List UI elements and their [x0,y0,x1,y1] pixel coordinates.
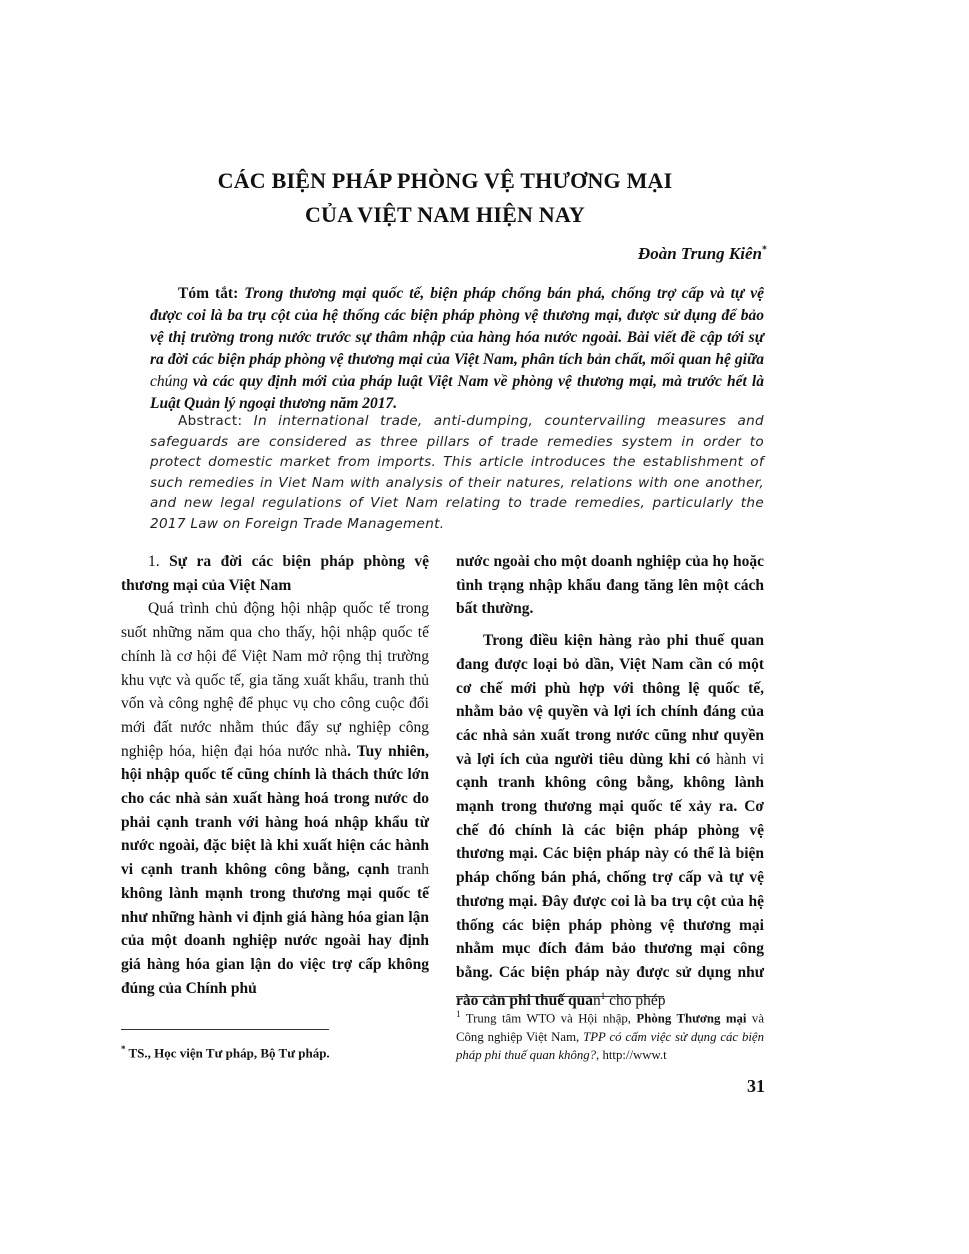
left-paragraph-1 [121,597,429,1000]
footnote-1-text-d: TPP có cấm việc sử dụng các biện pháp phi thuế quan không? [456,1029,764,1063]
abstract-en-text: In international trade, anti-dumping, countervailing measures and safeguards are considered as three pillars of trade remedies system in order to protect domestic market from imports. This article introduces the establishment of such remedies in Viet Nam with analysis of their natures, relations with one another, and new legal regulations of Viet Nam relating to trade remedies, particularly the 2017 Law on Foreign Trade Management. [150,413,764,532]
left-p1-dropcap: Q [148,600,160,618]
left-column [121,550,429,1000]
footnote-1-text-a: Trung tâm WTO và Hội nhập, [460,1011,637,1026]
abstract-vn-text-a: Trong thương mại quốc tế, biện pháp chống bán phá, chống trợ cấp và tự vệ được coi là ba trụ cột của hệ thống các biện pháp phòng vệ thương mại, được sử dụng để bảo vệ thị trường trong nước trước sự thâm nhập của hàng hóa nước ngoài. Bài viết đề cập tới sự ra đời các biện pháp phòng vệ thương mại của Việt Nam, phân tích bản chất, mối quan hệ giữa [150,285,764,368]
page-number: 31 [747,1076,765,1096]
abstract-english [150,411,764,534]
left-p1-e: không lành mạnh trong thương mại quốc tế như những hành vi định giá hàng hóa gian lận của một doanh nghiệp nước ngoài hay định giá hàng hóa gian lận do việc trợ cấp không đúng của Chính phủ [121,884,429,997]
right-p2-b: hành vi [716,750,765,768]
section-heading-number: 1. [148,553,170,570]
footnote-author-text: TS., Học viện Tư pháp, Bộ Tư pháp. [125,1045,330,1061]
right-column [456,550,764,1013]
abstract-vn-text-c: và các quy định mới của pháp luật Việt Nam về phòng vệ thương mại, mà trước hết là Luật Quản lý ngoại thương năm 2017. [150,373,764,412]
title-line-2: CỦA VIỆT NAM HIỆN NAY [304,202,586,227]
left-p1-a: uá trình chủ động hội nhập quốc tế trong suốt những năm qua cho thấy, hội nhập quốc tế chính là cơ hội để Việt Nam mở rộng thị trường khu vực và quốc tế, gia tăng xuất khẩu, tranh thủ vốn và công nghệ để phục vụ cho công cuộc đổi mới đất nước nhằm thúc đẩy sự nghiệp công nghiệp hóa, hiện đại hóa nước [121,600,429,760]
section-heading [121,550,429,597]
footnote-1 [456,1005,764,1065]
abstract-vn-text-b: chúng [150,373,188,390]
author-footnote-mark: * [762,244,767,256]
footnote-1-mark: 1 [456,1009,461,1019]
right-paragraph-2 [456,629,764,1012]
footnote-ref-1: 1 [600,990,606,1001]
left-p1-c: . Tuy nhiên, hội nhập quốc tế cũng chính là thách thức lớn cho các nhà sản xuất hàng hoá trong nước do phải cạnh tranh với hàng hoá nhập khẩu từ nước ngoài, đặc biệt là khi xuất hiện các hành vi cạnh tranh không công bằng, cạnh [121,742,429,879]
abstract-en-label: Abstract: [178,413,243,429]
article-title [120,164,770,232]
author-name [638,244,767,264]
left-p1-b: nhà [324,742,348,760]
abstract-vietnamese [150,283,764,415]
right-p2-c: cạnh tranh không công bằng, không lành mạnh trong thương mại quốc tế xảy ra. Cơ chế đó chính là các biện pháp phòng vệ thương mại. Các biện pháp này có thể là biện pháp chống bán phá, chống trợ cấp và tự vệ thương mại. Đây được coi là ba trụ cột của hệ thống các biện pháp phòng vệ thương mại nhằm mục đích đảm bảo thương mại công bằng. Các biện pháp này được sử dụng như rào cản phi thuế qua [456,774,764,1009]
footnote-author-mark: * [121,1044,126,1054]
left-p1-d: tranh [397,861,429,879]
footnote-divider-left [121,1029,329,1030]
title-line-1: CÁC BIỆN PHÁP PHÒNG VỆ THƯƠNG MẠI [217,168,673,193]
abstract-vn-label: Tóm tắt: [178,285,239,302]
footnote-1-text-e[interactable]: , http://www.t [596,1048,667,1063]
right-p2-e: cho phép [605,991,666,1009]
right-paragraph-1: nước ngoài cho một doanh nghiệp của họ hoặc tình trạng nhập khẩu đang tăng lên một cách bất thường. [456,553,764,618]
footnote-1-text-c: và Công nghiệp Việt Nam, [456,1011,765,1044]
footnote-author [121,1040,429,1062]
right-p2-d: n [592,991,601,1009]
author-name-text: Đoàn Trung Kiên [637,244,762,263]
footnote-1-text-b: Phòng Thương mại [636,1011,747,1026]
footnote-divider-right [456,996,664,997]
right-p2-a: Trong điều kiện hàng rào phi thuế quan đang được loại bỏ dần, Việt Nam cần có một cơ chế mới phù hợp với thông lệ quốc tế, nhằm bảo vệ quyền và lợi ích chính đáng của các nhà sản xuất trong nước cũng như quyền và lợi ích của người tiêu dùng khi có [456,632,764,768]
section-heading-text: Sự ra đời các biện pháp phòng vệ thương mại của Việt Nam [121,553,430,594]
